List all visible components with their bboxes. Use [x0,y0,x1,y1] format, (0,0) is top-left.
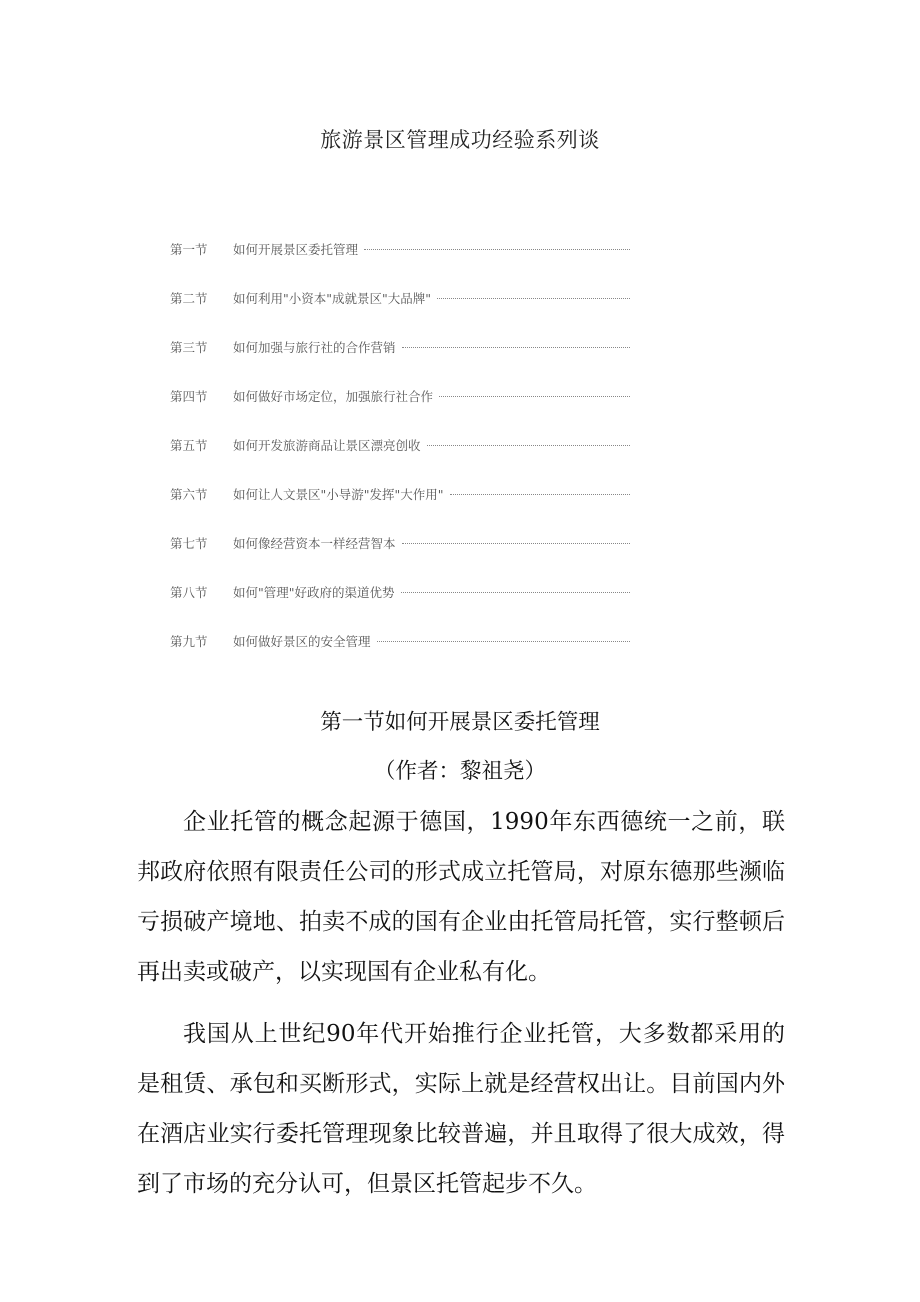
toc-dot-leader [437,298,630,299]
body-paragraph: 企业托管的概念起源于德国，1990年东西德统一之前，联邦政府依照有限责任公司的形式成立托管局，对原东德那些濒临亏损破产境地、拍卖不成的国有企业由托管局托管，实行整顿后再出卖或破产，以实现国有企业私有化。 [137,809,785,985]
toc-dot-leader [364,249,630,250]
toc-section-number: 第八节 [170,584,208,600]
toc-dot-leader [427,445,630,446]
toc-section-title: 如何做好市场定位，加强旅行社合作 [233,388,434,404]
toc-section-title: 如何加强与旅行社的合作营销 [233,339,396,355]
toc-dot-leader [377,641,630,642]
toc-section-number: 第一节 [170,241,208,257]
section-body [137,797,785,1221]
toc-section-title: 如何让人文景区"小导游"发挥"大作用" [233,486,444,502]
toc-dot-leader [401,592,631,593]
toc-entry[interactable] [170,518,630,567]
toc-entry[interactable] [170,371,630,420]
toc-section-number: 第六节 [170,486,208,502]
toc-entry[interactable] [170,322,630,371]
toc-section-number: 第七节 [170,535,208,551]
toc-section-title: 如何利用"小资本"成就景区"大品牌" [233,290,431,306]
toc-entry[interactable] [170,224,630,273]
toc-section-number: 第二节 [170,290,208,306]
document-title: 旅游景区管理成功经验系列谈 [320,128,600,152]
toc-section-number: 第三节 [170,339,208,355]
toc-section-title: 如何"管理"好政府的渠道优势 [233,584,395,600]
toc-entry[interactable] [170,469,630,518]
toc-section-number: 第四节 [170,388,208,404]
toc-entry[interactable] [170,273,630,322]
toc-dot-leader [439,396,630,397]
toc-section-title: 如何开发旅游商品让景区漂亮创收 [233,437,421,453]
toc-section-number: 第五节 [170,437,208,453]
section-heading: 第一节如何开展景区委托管理 [320,710,600,735]
toc-section-title: 如何开展景区委托管理 [233,241,359,257]
toc-dot-leader [450,494,631,495]
author-line: （作者：黎祖尧） [373,759,546,784]
toc-section-title: 如何像经营资本一样经营智本 [233,535,396,551]
toc-section-title: 如何做好景区的安全管理 [233,633,371,649]
table-of-contents [170,224,630,665]
toc-dot-leader [402,347,630,348]
toc-dot-leader [402,543,630,544]
toc-entry[interactable] [170,616,630,665]
toc-entry[interactable] [170,420,630,469]
body-paragraph: 我国从上世纪90年代开始推行企业托管，大多数都采用的是租赁、承包和买断形式，实际上就是经营权出让。目前国内外在酒店业实行委托管理现象比较普遍，并且取得了很大成效，得到了市场的充分认可，但景区托管起步不久。 [137,1021,785,1197]
toc-section-number: 第九节 [170,633,208,649]
toc-entry[interactable] [170,567,630,616]
